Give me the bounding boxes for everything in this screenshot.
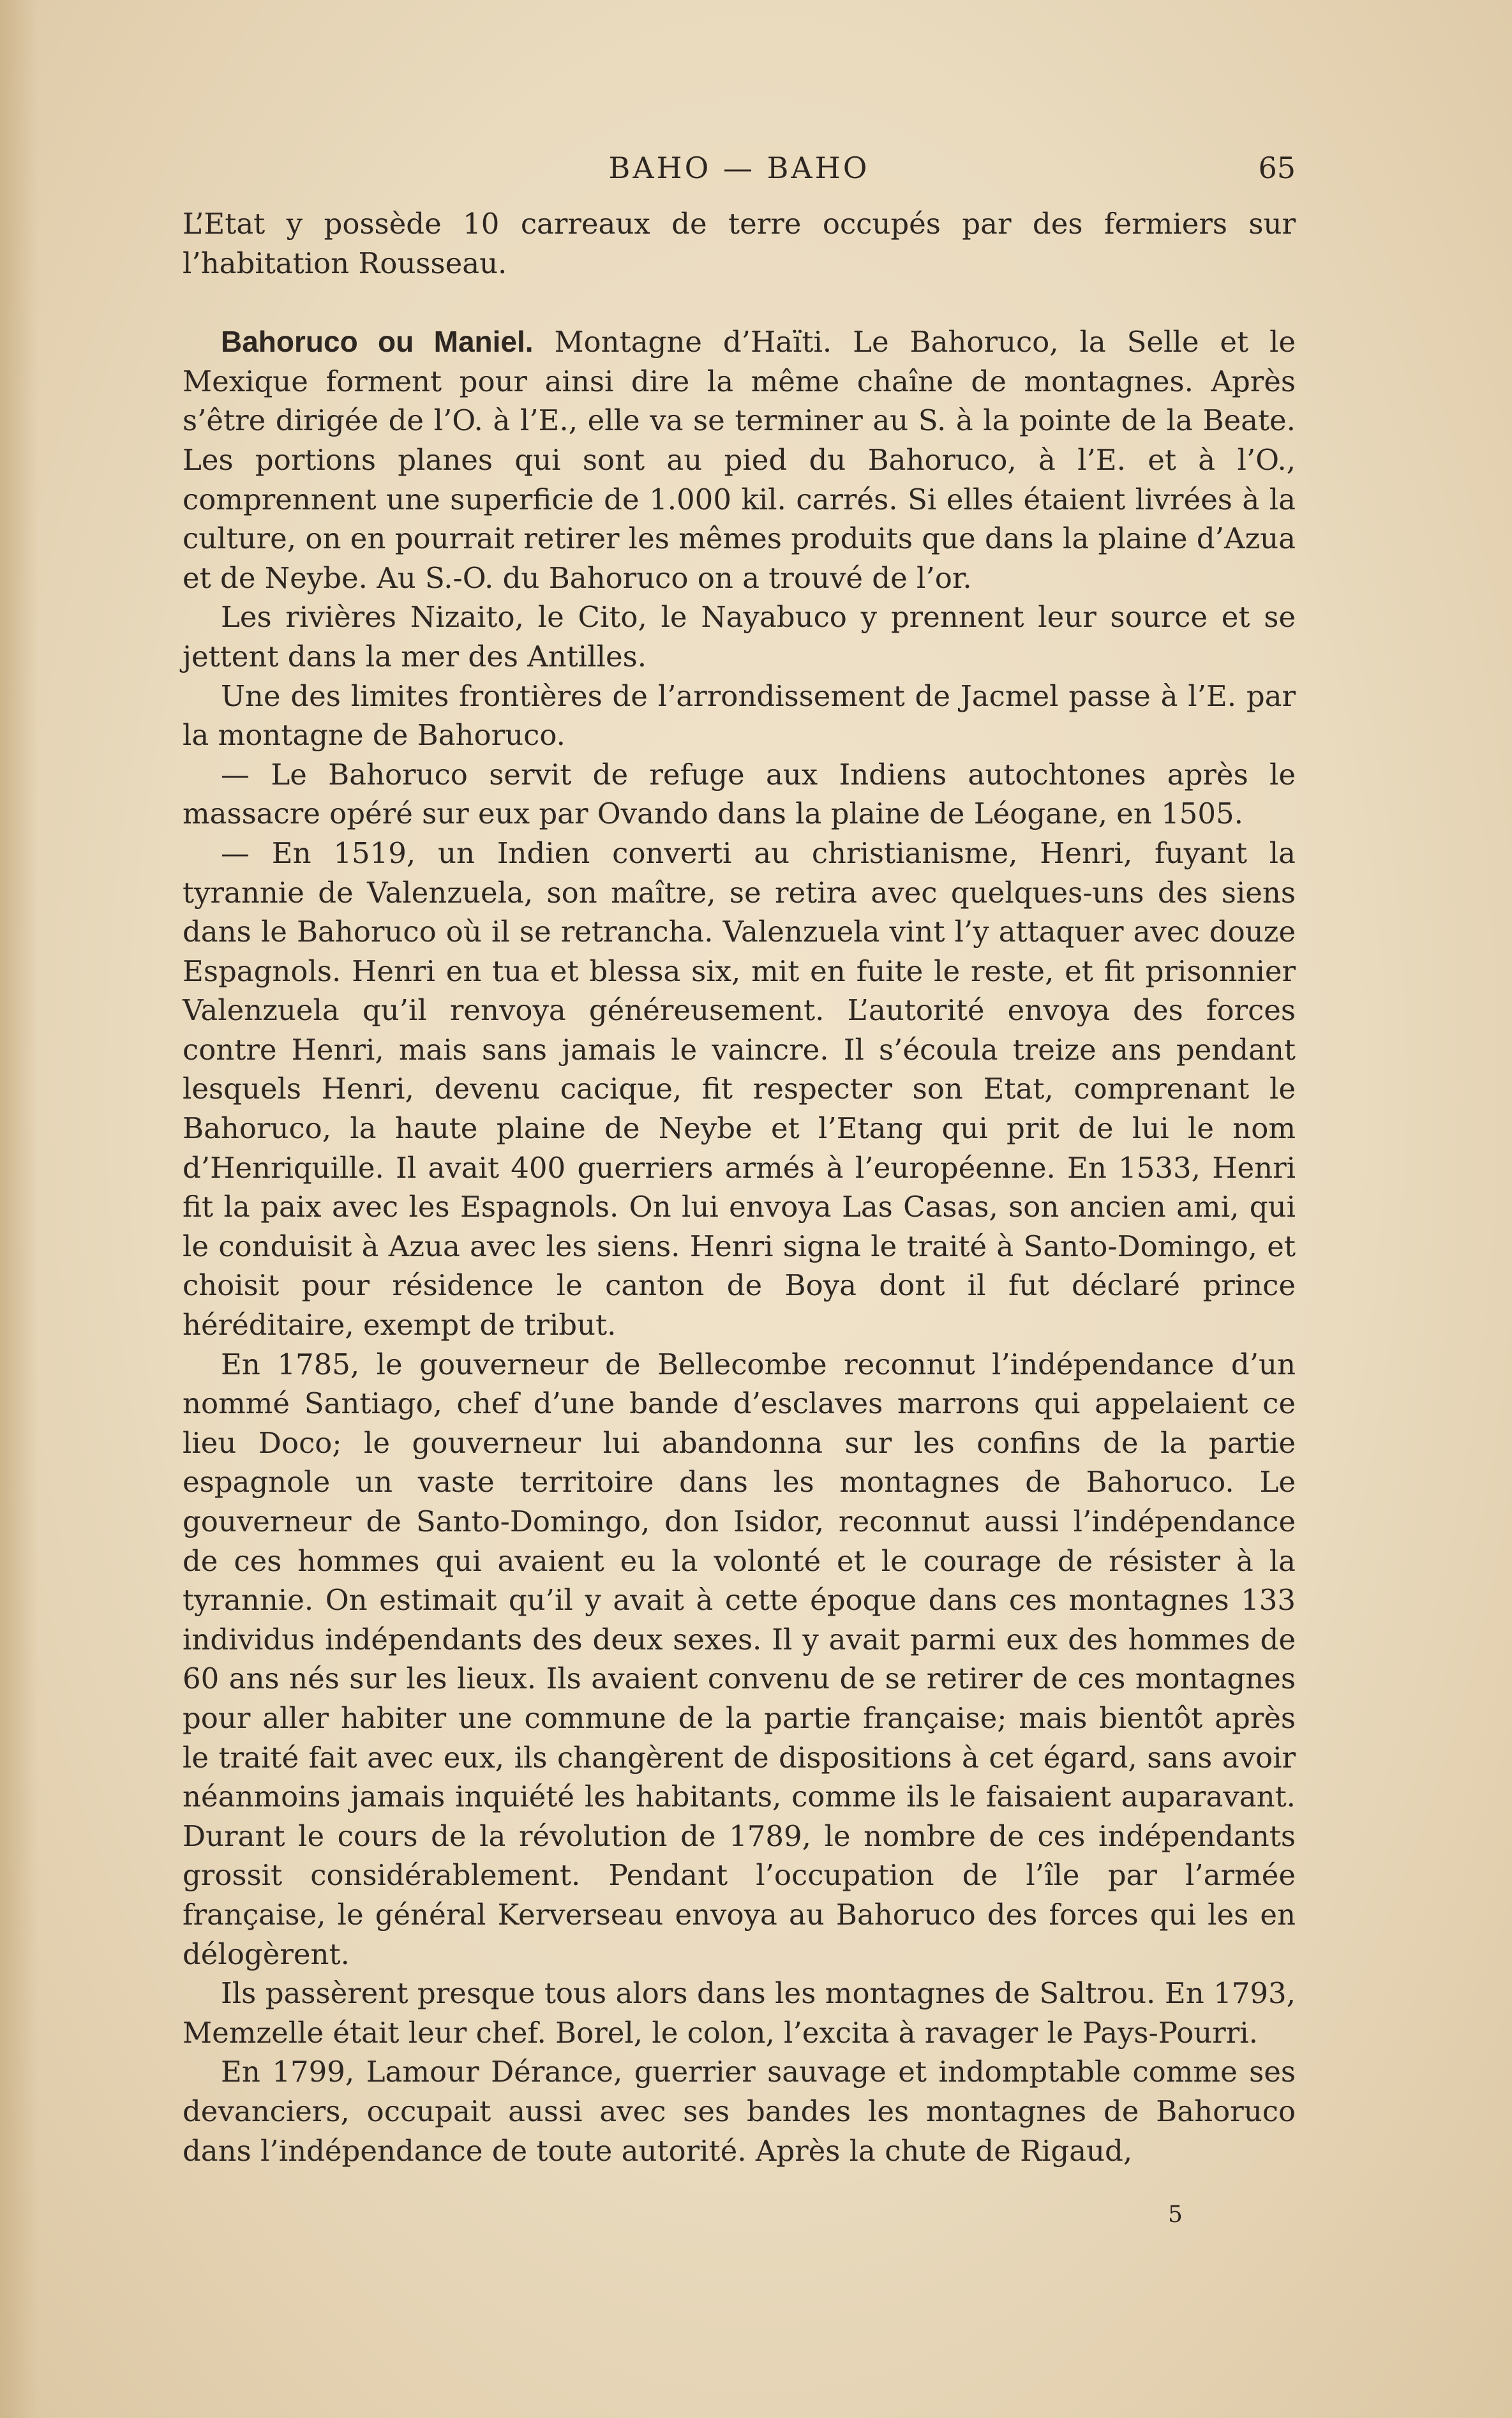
paragraph-8: Ils passèrent presque tous alors dans les montagnes de Saltrou. En 1793, Memzelle était leur chef. Borel, le colon, l’excita à ravager le Pays-Pourri.: [183, 1976, 1296, 2050]
page-number: 65: [1258, 151, 1296, 185]
paragraph-6: — En 1519, un Indien converti au christianisme, Henri, fuyant la tyrannie de Valenzuela, son maître, se retira avec quelques-uns des siens dans le Bahoruco où il se retrancha. Valenzuela vint l’y attaquer avec douze Espagnols. Henri en tua et blessa six, mit en fuite le reste, et fit prisonnier Valenzuela qu’il renvoya généreusement. L’autorité envoya des forces contre Henri, mais sans jamais le vaincre. Il s’écoula treize ans pendant lesquels Henri, devenu cacique, fit respecter son Etat, comprenant le Bahoruco, la haute plaine de Neybe et l’Etang qui prit de lui le nom d’Henriquille. Il avait 400 guerriers armés à l’européenne. En 1533, Henri fit la paix avec les Espagnols. On lui envoya Las Casas, son ancien ami, qui le conduisit à Azua avec les siens. Henri signa le traité à Santo-Domingo, et choisit pour résidence le canton de Boya dont il fut déclaré prince héréditaire, exempt de tribut.: [183, 836, 1296, 1342]
paragraph-7: En 1785, le gouverneur de Bellecombe reconnut l’indépendance d’un nommé Santiago, chef d’une bande d’esclaves marrons qui appelaient ce lieu Doco; le gouverneur lui abandonna sur les confins de la partie espagnole un vaste territoire dans les montagnes de Bahoruco. Le gouverneur de Santo-Domingo, don Isidor, reconnut aussi l’indépendance de ces hommes qui avaient eu la volonté et le courage de résister à la tyrannie. On estimait qu’il y avait à cette époque dans ces montagnes 133 individus indépendants des deux sexes. Il y avait parmi eux des hommes de 60 ans nés sur les lieux. Ils avaient convenu de se retirer de ces montagnes pour aller habiter une commune de la partie française; mais bientôt après le traité fait avec eux, ils changèrent de dispositions à cet égard, sans avoir néanmoins jamais inquiété les habitants, comme ils le faisaient auparavant. Durant le cours de la révolution de 1789, le nombre de ces indépendants grossit considérablement. Pendant l’occupation de l’île par l’armée française, le général Kerverseau envoya au Bahoruco des forces qui les en délogèrent.: [183, 1347, 1296, 1971]
paragraph-5: — Le Bahoruco servit de refuge aux Indiens autochtones après le massacre opéré sur eux par Ovando dans la plaine de Léogane, en 1505.: [183, 757, 1296, 831]
entry-headword: Bahoruco ou Maniel.: [221, 325, 534, 359]
running-head: [183, 146, 1296, 190]
paragraph-1: L’Etat y possède 10 carreaux de terre occupés par des fermiers sur l’habitation Rousseau.: [183, 207, 1296, 280]
entry-bahoruco: [183, 322, 1296, 597]
entry-body: Montagne d’Haïti. Le Bahoruco, la Selle et le Mexique forment pour ainsi dire la même chaîne de montagnes. Après s’être dirigée de l’O. à l’E., elle va se terminer au S. à la pointe de la Beate. Les portions planes qui sont au pied du Bahoruco, à l’E. et à l’O., comprennent une superficie de 1.000 kil. carrés. Si elles étaient livrées à la culture, on en pourrait retirer les mêmes produits que dans la plaine d’Azua et de Neybe. Au S.-O. du Bahoruco on a trouvé de l’or.: [183, 325, 1296, 595]
paragraph-3: Les rivières Nizaito, le Cito, le Nayabuco y prennent leur source et se jettent dans la mer des Antilles.: [183, 600, 1296, 673]
running-title: BAHO — BAHO: [608, 151, 870, 185]
main-text: [183, 204, 1296, 2170]
paragraph-4: Une des limites frontières de l’arrondissement de Jacmel passe à l’E. par la montagne de Bahoruco.: [183, 679, 1296, 753]
page-edge-shadow: [0, 0, 38, 2418]
paragraph-9: En 1799, Lamour Dérance, guerrier sauvage et indomptable comme ses devanciers, occupait aussi avec ses bandes les montagnes de Bahoruco dans l’indépendance de toute autorité. Après la chute de Rigaud,: [183, 2055, 1296, 2168]
printer-signature-mark: 5: [1168, 2202, 1183, 2228]
